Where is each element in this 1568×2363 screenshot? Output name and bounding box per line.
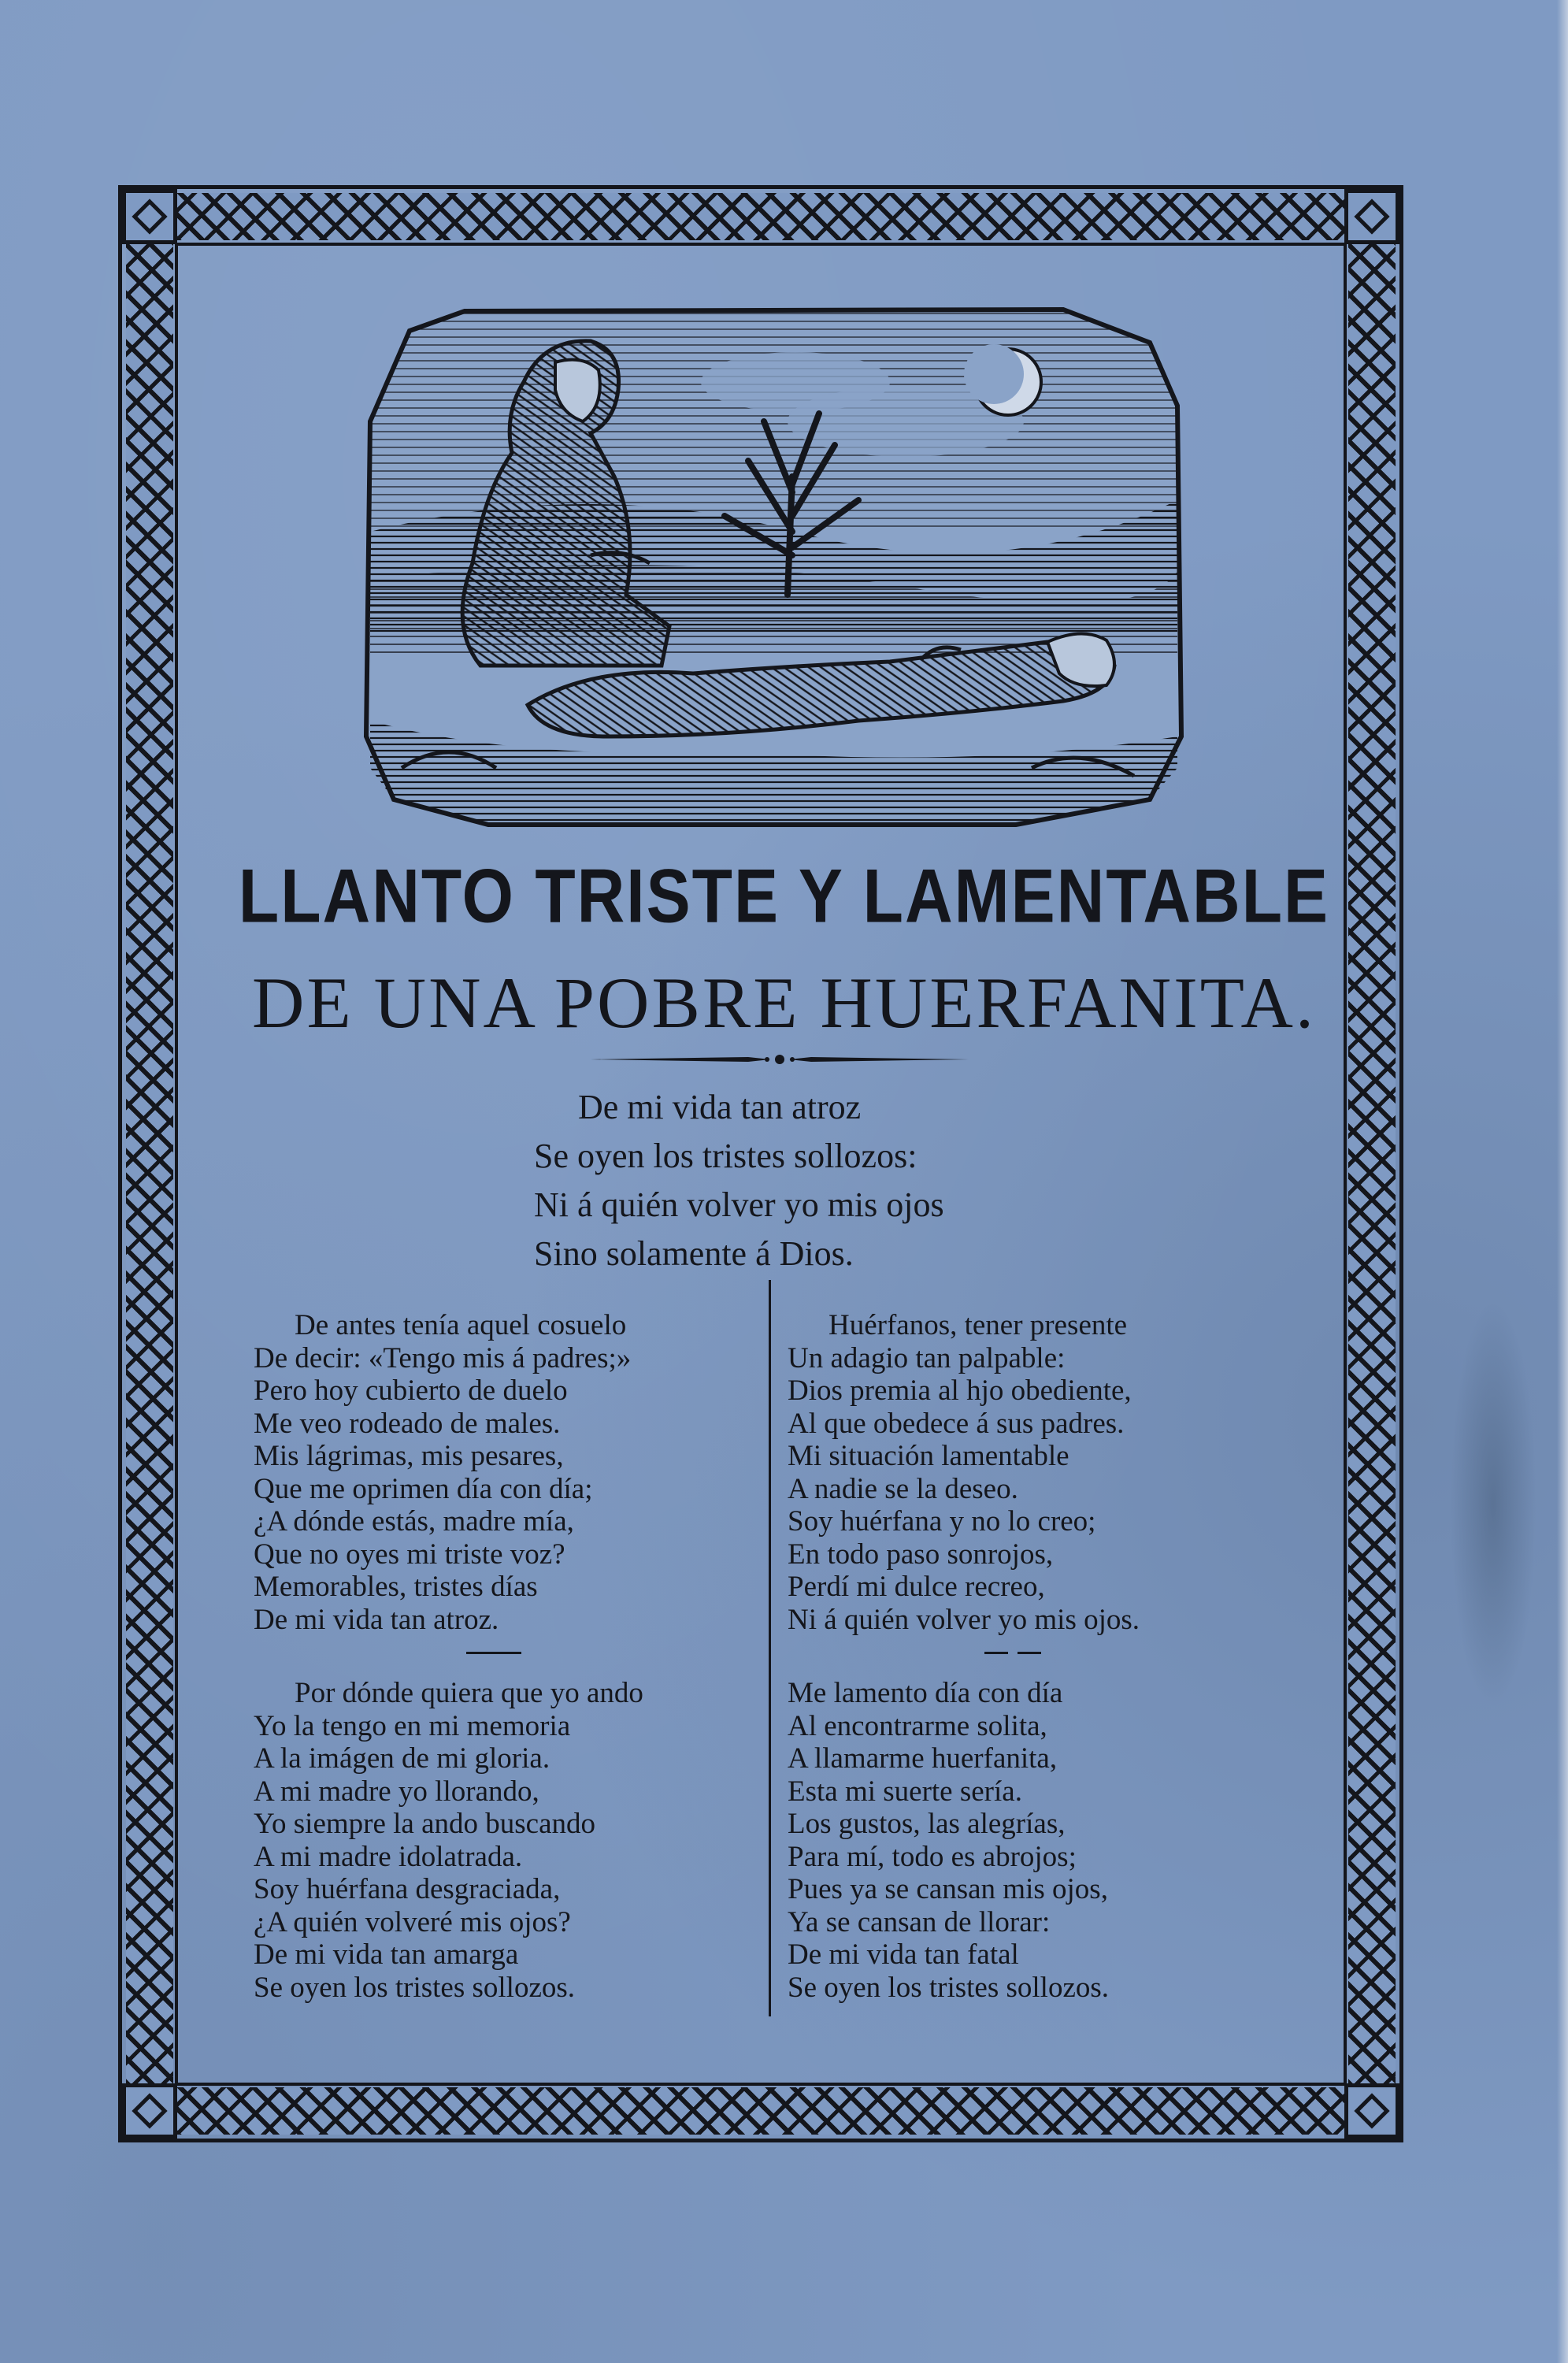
corner-ornament-icon xyxy=(122,189,177,244)
ornamental-rule-icon xyxy=(591,1050,969,1069)
headline-line-1: LLANTO TRISTE Y LAMENTABLE xyxy=(238,853,1330,939)
verse-line: Yo siempre la ando buscando xyxy=(254,1808,596,1840)
verse-line: Dios premia al hjo obediente, xyxy=(788,1374,1132,1407)
left-column-verses xyxy=(254,1309,758,2004)
verse-line: Se oyen los tristes sollozos. xyxy=(788,1971,1110,2004)
intro-verse xyxy=(528,1083,1158,1278)
verse-line: Pues ya se cansan mis ojos, xyxy=(788,1873,1108,1905)
headline-line-2: DE UNA POBRE HUERFANITA. xyxy=(252,963,1316,1043)
verse-line: Esta mi suerte sería. xyxy=(788,1775,1022,1808)
verse-line: Yo la tengo en mi memoria xyxy=(254,1709,571,1742)
corner-ornament-icon xyxy=(1344,2083,1399,2139)
verse-line: Soy huérfana desgraciada, xyxy=(254,1873,561,1905)
stanza-separator xyxy=(254,1636,758,1677)
intro-line: Sino solamente á Dios. xyxy=(534,1234,854,1273)
ornament-band-right xyxy=(1348,193,1396,2135)
verse-line: Los gustos, las alegrías, xyxy=(788,1808,1066,1840)
verse-line: De mi vida tan amarga xyxy=(254,1938,519,1971)
corner-ornament-icon xyxy=(122,2083,177,2139)
verse-line: De mi vida tan fatal xyxy=(788,1938,1019,1971)
intro-line: Ni á quién volver yo mis ojos xyxy=(534,1185,944,1224)
verse-line: Al encontrarme solita, xyxy=(788,1709,1047,1742)
ornament-band-left xyxy=(126,193,173,2135)
intro-line: De mi vida tan atroz xyxy=(578,1088,862,1126)
woodcut-grieving-woman-with-body-icon xyxy=(354,295,1189,831)
verse-line: A mi madre idolatrada. xyxy=(254,1840,523,1873)
verse-line: ¿A quién volveré mis ojos? xyxy=(254,1905,571,1938)
verse-line: Me veo rodeado de males. xyxy=(254,1407,561,1440)
verse-line: Soy huérfana y no lo creo; xyxy=(788,1505,1096,1538)
verse-line: A nadie se la deseo. xyxy=(788,1472,1018,1505)
verse-line: A la imágen de mi gloria. xyxy=(254,1742,550,1775)
verse-line: Se oyen los tristes sollozos. xyxy=(254,1971,576,2004)
verse-line: Mi situación lamentable xyxy=(788,1440,1069,1472)
verse-line: Para mí, todo es abrojos; xyxy=(788,1840,1077,1873)
paper-stain xyxy=(1450,1300,1536,1709)
verse-line: Ni á quién volver yo mis ojos. xyxy=(788,1603,1140,1636)
verse-line: Un adagio tan palpable: xyxy=(788,1341,1066,1374)
verse-line: Por dónde quiera que yo ando xyxy=(295,1677,643,1709)
verse-line: Huérfanos, tener presente xyxy=(828,1309,1128,1341)
verse-line: A mi madre yo llorando, xyxy=(254,1775,539,1808)
verse-line: A llamarme huerfanita, xyxy=(788,1742,1058,1775)
corner-ornament-icon xyxy=(1344,189,1399,244)
verse-line: Ya se cansan de llorar: xyxy=(788,1905,1051,1938)
verse-line: Memorables, tristes días xyxy=(254,1571,538,1603)
verse-line: En todo paso sonrojos, xyxy=(788,1538,1054,1571)
verse-line: Que no oyes mi triste voz? xyxy=(254,1538,565,1571)
verse-line: Pero hoy cubierto de duelo xyxy=(254,1374,568,1407)
intro-line: Se oyen los tristes sollozos: xyxy=(534,1137,917,1175)
verse-line: De mi vida tan atroz. xyxy=(254,1603,499,1636)
column-divider xyxy=(769,1280,771,2016)
verse-line: De decir: «Tengo mis á padres;» xyxy=(254,1341,632,1374)
verse-line: Perdí mi dulce recreo, xyxy=(788,1571,1045,1603)
verse-line: Me lamento día con día xyxy=(788,1677,1063,1709)
verse-line: ¿A dónde estás, madre mía, xyxy=(254,1505,574,1538)
right-column-verses xyxy=(788,1309,1292,2004)
paper-edge xyxy=(1557,0,1568,2363)
verse-line: De antes tenía aquel cosuelo xyxy=(295,1309,627,1341)
ornament-band-bottom xyxy=(126,2087,1396,2135)
verse-line: Que me oprimen día con día; xyxy=(254,1472,593,1505)
verse-line: Al que obedece á sus padres. xyxy=(788,1407,1125,1440)
ornament-band-top xyxy=(126,193,1396,240)
verse-line: Mis lágrimas, mis pesares, xyxy=(254,1440,564,1472)
stanza-separator xyxy=(788,1636,1292,1677)
